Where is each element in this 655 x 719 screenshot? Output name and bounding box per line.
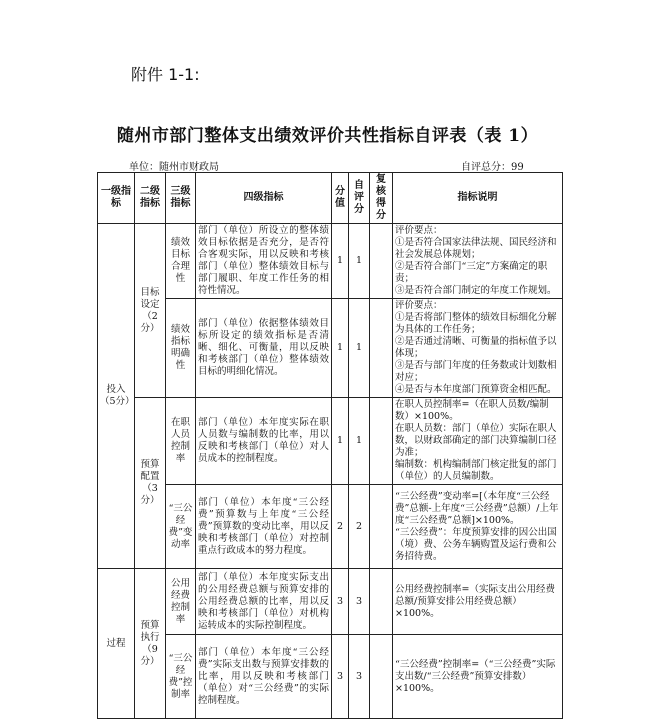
self-score-cell: 1 [349, 224, 370, 299]
table-row [98, 485, 563, 569]
total-score: 自评总分：99 [461, 162, 524, 173]
self-score-cell: 2 [349, 485, 370, 569]
explain-cell: 公用经费控制率=（实际支出公用经费总额/预算安排公用经费总额）×100%。 [393, 569, 563, 635]
level3-cell: “三公经费”变动率 [166, 485, 196, 569]
unit-label: 单位：随州市财政局 [129, 162, 219, 173]
level4-cell: 部门（单位）本年度“三公经费”实际支出数与预算安排数的比率，用以反映和考核部门（单位）对“三公经费”的实际控制程度。 [196, 635, 332, 719]
self-score-cell: 3 [349, 569, 370, 635]
level3-cell: 绩效目标合理性 [166, 224, 196, 299]
review-score-cell [370, 398, 393, 485]
column-header: 自评分 [349, 173, 370, 224]
level3-cell: “三公经费”控制率 [166, 635, 196, 719]
table-row [98, 224, 563, 299]
column-header: 二级指标 [135, 173, 166, 224]
score-cell: 1 [332, 398, 349, 485]
score-cell: 3 [332, 569, 349, 635]
review-score-cell [370, 224, 393, 299]
level4-cell: 部门（单位）本年度“三公经费”预算数与上年度“三公经费”预算数的变动比率，用以反映和考核部门（单位）对控制重点行政成本的努力程度。 [196, 485, 332, 569]
table-row [98, 635, 563, 719]
table-row [98, 569, 563, 635]
column-header: 三级指标 [166, 173, 196, 224]
level2-cell: 预算配置（3分） [135, 398, 166, 569]
page-title: 随州市部门整体支出绩效评价共性指标自评表（表 1） [116, 126, 539, 146]
table-header-row [98, 173, 563, 224]
indicator-table [97, 172, 563, 719]
attachment-label: 附件 1-1: [131, 65, 200, 84]
explain-cell: 在职人员控制率=（在职人员数/编制数）×100%。 在职人员数：部门（单位）实际在职人数，以财政部确定的部门决算编制口径为准； 编制数：机构编制部门核定批复的部门（单位）的人员编制数。 [393, 398, 563, 485]
level2-cell: 预算执行（9分） [135, 569, 166, 719]
self-score-cell: 3 [349, 635, 370, 719]
review-score-cell [370, 635, 393, 719]
level3-cell: 公用经费控制率 [166, 569, 196, 635]
column-header: 一级指标 [98, 173, 135, 224]
score-cell: 3 [332, 635, 349, 719]
score-cell: 1 [332, 299, 349, 398]
level3-cell: 在职人员控制率 [166, 398, 196, 485]
column-header: 四级指标 [196, 173, 332, 224]
level4-cell: 部门（单位）本年度实际在职人员数与编制数的比率，用以反映和考核部门（单位）对人员成本的控制程度。 [196, 398, 332, 485]
column-header: 复核得分 [370, 173, 393, 224]
table-row [98, 299, 563, 398]
level1-cell: 投入（5分） [98, 224, 135, 569]
explain-cell: 评价要点： ①是否符合国家法律法规、国民经济和社会发展总体规划； ②是否符合部门“三定”方案确定的职责； ③是否符合部门制定的年度工作规划。 [393, 224, 563, 299]
column-header: 指标说明 [393, 173, 563, 224]
table-row [98, 398, 563, 485]
explain-cell: 评价要点： ①是否将部门整体的绩效目标细化分解为具体的工作任务； ②是否通过清晰、可衡量的指标值予以体现； ③是否与部门年度的任务数或计划数相对应； ④是否与本年度部门预算资金相匹配。 [393, 299, 563, 398]
score-cell: 1 [332, 224, 349, 299]
explain-cell: “三公经费”变动率=[（本年度“三公经费”总额-上年度“三公经费”总额）/上年度“三公经费”总额]×100%。 “三公经费”：年度预算安排的因公出国（境）费、公务车辆购置及运行费和公务招待费。 [393, 485, 563, 569]
review-score-cell [370, 569, 393, 635]
self-score-cell: 1 [349, 299, 370, 398]
level3-cell: 绩效指标明确性 [166, 299, 196, 398]
review-score-cell [370, 299, 393, 398]
review-score-cell [370, 485, 393, 569]
score-cell: 2 [332, 485, 349, 569]
self-score-cell: 1 [349, 398, 370, 485]
explain-cell: “三公经费”控制率=（“三公经费”实际支出数/“三公经费”预算安排数）×100%。 [393, 635, 563, 719]
level4-cell: 部门（单位）所设立的整体绩效目标依据是否充分，是否符合客观实际，用以反映和考核部门（单位）整体绩效目标与部门履职、年度工作任务的相符性情况。 [196, 224, 332, 299]
level4-cell: 部门（单位）本年度实际支出的公用经费总额与预算安排的公用经费总额的比率，用以反映和考核部门（单位）对机构运转成本的实际控制程度。 [196, 569, 332, 635]
level1-cell: 过程 [98, 569, 135, 719]
level2-cell: 目标设定（2分） [135, 224, 166, 398]
level4-cell: 部门（单位）依据整体绩效目标所设定的绩效指标是否清晰、细化、可衡量，用以反映和考核部门（单位）整体绩效目标的明细化情况。 [196, 299, 332, 398]
column-header: 分值 [332, 173, 349, 224]
